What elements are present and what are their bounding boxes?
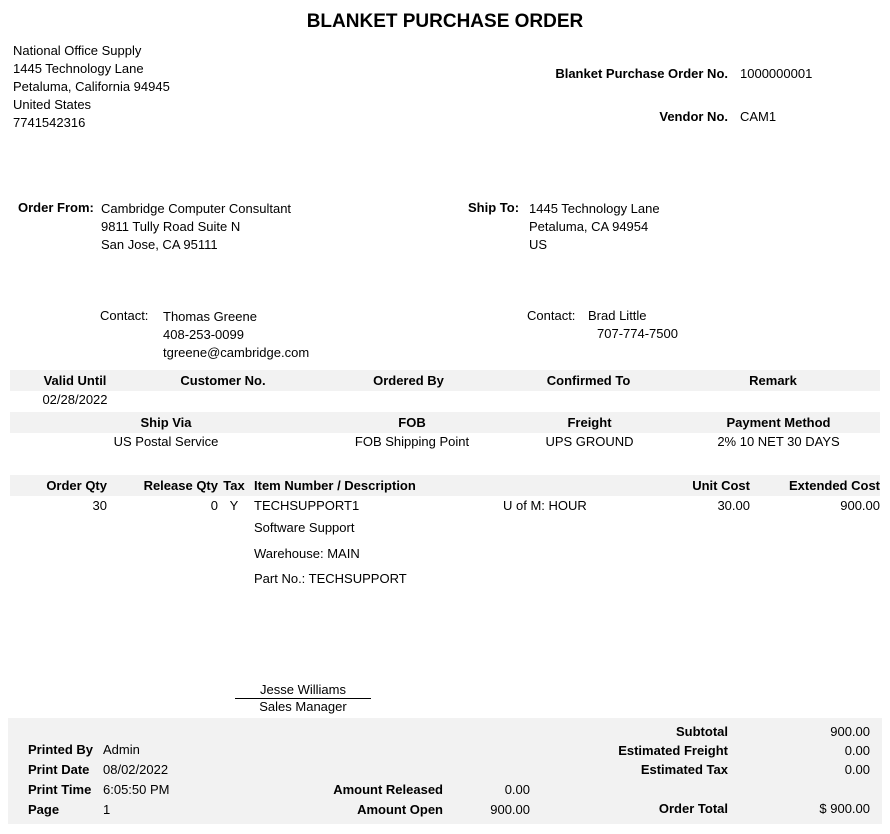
order-info-header-row bbox=[10, 370, 880, 391]
ship-to-contact-name: Brad Little bbox=[588, 308, 647, 323]
order-info-header-cell: Confirmed To bbox=[546, 373, 631, 388]
extended-cost-cell: 900.00 bbox=[840, 498, 880, 513]
line-item-row bbox=[10, 498, 880, 513]
print-time-label: Print Time bbox=[28, 782, 92, 797]
order-info-header-cell: Remark bbox=[749, 373, 797, 388]
subtotal-label: Subtotal bbox=[676, 724, 728, 739]
shipping-info-header-cell: Freight bbox=[567, 415, 612, 430]
print-time-value: 6:05:50 PM bbox=[103, 782, 170, 797]
print-date-value: 08/02/2022 bbox=[103, 762, 169, 777]
amount-released-row bbox=[108, 782, 530, 797]
line-items-header-cell: Item Number / Description bbox=[254, 478, 416, 493]
order-from-contact-email: tgreene@cambridge.com bbox=[163, 345, 310, 360]
order-info-header-cell: Ordered By bbox=[373, 373, 444, 388]
ship-to-line: 1445 Technology Lane bbox=[529, 201, 660, 216]
order-total-row bbox=[470, 801, 870, 816]
ship-to-label: Ship To: bbox=[468, 200, 520, 215]
ship-to-contact-label: Contact: bbox=[527, 308, 576, 323]
line-items-header-cell: Order Qty bbox=[46, 478, 107, 493]
printed-by-value: Admin bbox=[103, 742, 140, 757]
vendor-number-value: CAM1 bbox=[740, 109, 777, 124]
freight-value: UPS GROUND bbox=[545, 434, 634, 449]
page-number-value: 1 bbox=[103, 802, 111, 817]
shipping-info-header-cell: Payment Method bbox=[726, 415, 831, 430]
line-items-header-row bbox=[10, 475, 880, 496]
po-number-label: Blanket Purchase Order No. bbox=[555, 66, 728, 81]
order-qty-cell: 30 bbox=[92, 498, 107, 513]
order-info-header-cell: Valid Until bbox=[43, 373, 107, 388]
order-from-contact-phone: 408-253-0099 bbox=[163, 327, 244, 342]
print-date-label: Print Date bbox=[28, 762, 90, 777]
company-address-block bbox=[13, 42, 170, 132]
estimated-freight-value: 0.00 bbox=[844, 743, 870, 758]
estimated-tax-value: 0.00 bbox=[844, 762, 870, 777]
amount-open-value: 900.00 bbox=[490, 802, 530, 817]
footer-summary-panel bbox=[8, 718, 882, 824]
company-address-line: Petaluma, California 94945 bbox=[13, 79, 170, 94]
order-from-contact-name: Thomas Greene bbox=[163, 309, 257, 324]
tax-cell: Y bbox=[229, 498, 239, 513]
subtotal-value: 900.00 bbox=[830, 724, 870, 739]
line-items-header-cell: Release Qty bbox=[143, 478, 218, 493]
order-total-label: Order Total bbox=[658, 801, 728, 816]
signature-title: Sales Manager bbox=[259, 699, 347, 714]
line-items-header-cell: Extended Cost bbox=[788, 478, 880, 493]
uom-cell: U of M: HOUR bbox=[503, 498, 587, 513]
ship-to-address bbox=[529, 200, 660, 254]
item-warehouse-line: Warehouse: MAIN bbox=[254, 546, 360, 561]
estimated-tax-label: Estimated Tax bbox=[640, 762, 728, 777]
order-info-header-cell: Customer No. bbox=[180, 373, 266, 388]
order-from-line: San Jose, CA 95111 bbox=[101, 237, 218, 252]
order-from-contact-label: Contact: bbox=[100, 308, 149, 323]
order-from-address bbox=[101, 200, 291, 254]
order-from-contact bbox=[163, 308, 309, 362]
ship-to-line: US bbox=[529, 237, 548, 252]
customer-no-value bbox=[140, 392, 306, 407]
confirmed-to-value bbox=[511, 392, 666, 407]
release-qty-cell: 0 bbox=[210, 498, 218, 513]
fob-value: FOB Shipping Point bbox=[354, 434, 470, 449]
document-title: BLANKET PURCHASE ORDER bbox=[306, 11, 584, 32]
subtotal-row bbox=[470, 724, 870, 739]
ordered-by-value bbox=[306, 392, 511, 407]
shipping-info-header-cell: FOB bbox=[398, 415, 426, 430]
vendor-number-label: Vendor No. bbox=[659, 109, 728, 124]
line-items-header-cell: Unit Cost bbox=[692, 478, 750, 493]
estimated-freight-row bbox=[470, 743, 870, 758]
company-name: National Office Supply bbox=[13, 43, 142, 58]
ship-to-line: Petaluma, CA 94954 bbox=[529, 219, 649, 234]
order-total-value: $ 900.00 bbox=[819, 801, 870, 816]
unit-cost-cell: 30.00 bbox=[717, 498, 750, 513]
shipping-info-header-cell: Ship Via bbox=[140, 415, 192, 430]
estimated-tax-row bbox=[470, 762, 870, 777]
ship-via-value: US Postal Service bbox=[113, 434, 219, 449]
signature-block bbox=[235, 682, 371, 714]
company-phone: 7741542316 bbox=[13, 115, 86, 130]
amount-open-row bbox=[108, 802, 530, 817]
line-items-header-cell: Tax bbox=[223, 478, 245, 493]
page-number-label: Page bbox=[28, 802, 60, 817]
item-part-no-line: Part No.: TECHSUPPORT bbox=[254, 571, 407, 586]
order-from-line: Cambridge Computer Consultant bbox=[101, 201, 292, 216]
shipping-info-header-row bbox=[10, 412, 880, 433]
order-from-line: 9811 Tully Road Suite N bbox=[101, 219, 241, 234]
ship-to-contact-phone: 707-774-7500 bbox=[597, 326, 678, 341]
company-address-line: 1445 Technology Lane bbox=[13, 61, 144, 76]
printed-by-label: Printed By bbox=[28, 742, 94, 757]
item-number-cell: TECHSUPPORT1 bbox=[254, 498, 360, 513]
amount-open-label: Amount Open bbox=[357, 802, 443, 817]
remark-value bbox=[666, 392, 880, 407]
order-info-value-row bbox=[10, 392, 880, 407]
payment-method-value: 2% 10 NET 30 DAYS bbox=[717, 434, 840, 449]
po-number-value: 1000000001 bbox=[740, 66, 813, 81]
company-country: United States bbox=[13, 97, 92, 112]
estimated-freight-label: Estimated Freight bbox=[618, 743, 728, 758]
order-from-label: Order From: bbox=[18, 200, 94, 215]
signature-name: Jesse Williams bbox=[235, 682, 371, 699]
item-description-line: Software Support bbox=[254, 520, 355, 535]
valid-until-value: 02/28/2022 bbox=[42, 392, 108, 407]
shipping-info-value-row bbox=[10, 434, 880, 449]
amount-released-label: Amount Released bbox=[333, 782, 443, 797]
amount-released-value: 0.00 bbox=[504, 782, 530, 797]
